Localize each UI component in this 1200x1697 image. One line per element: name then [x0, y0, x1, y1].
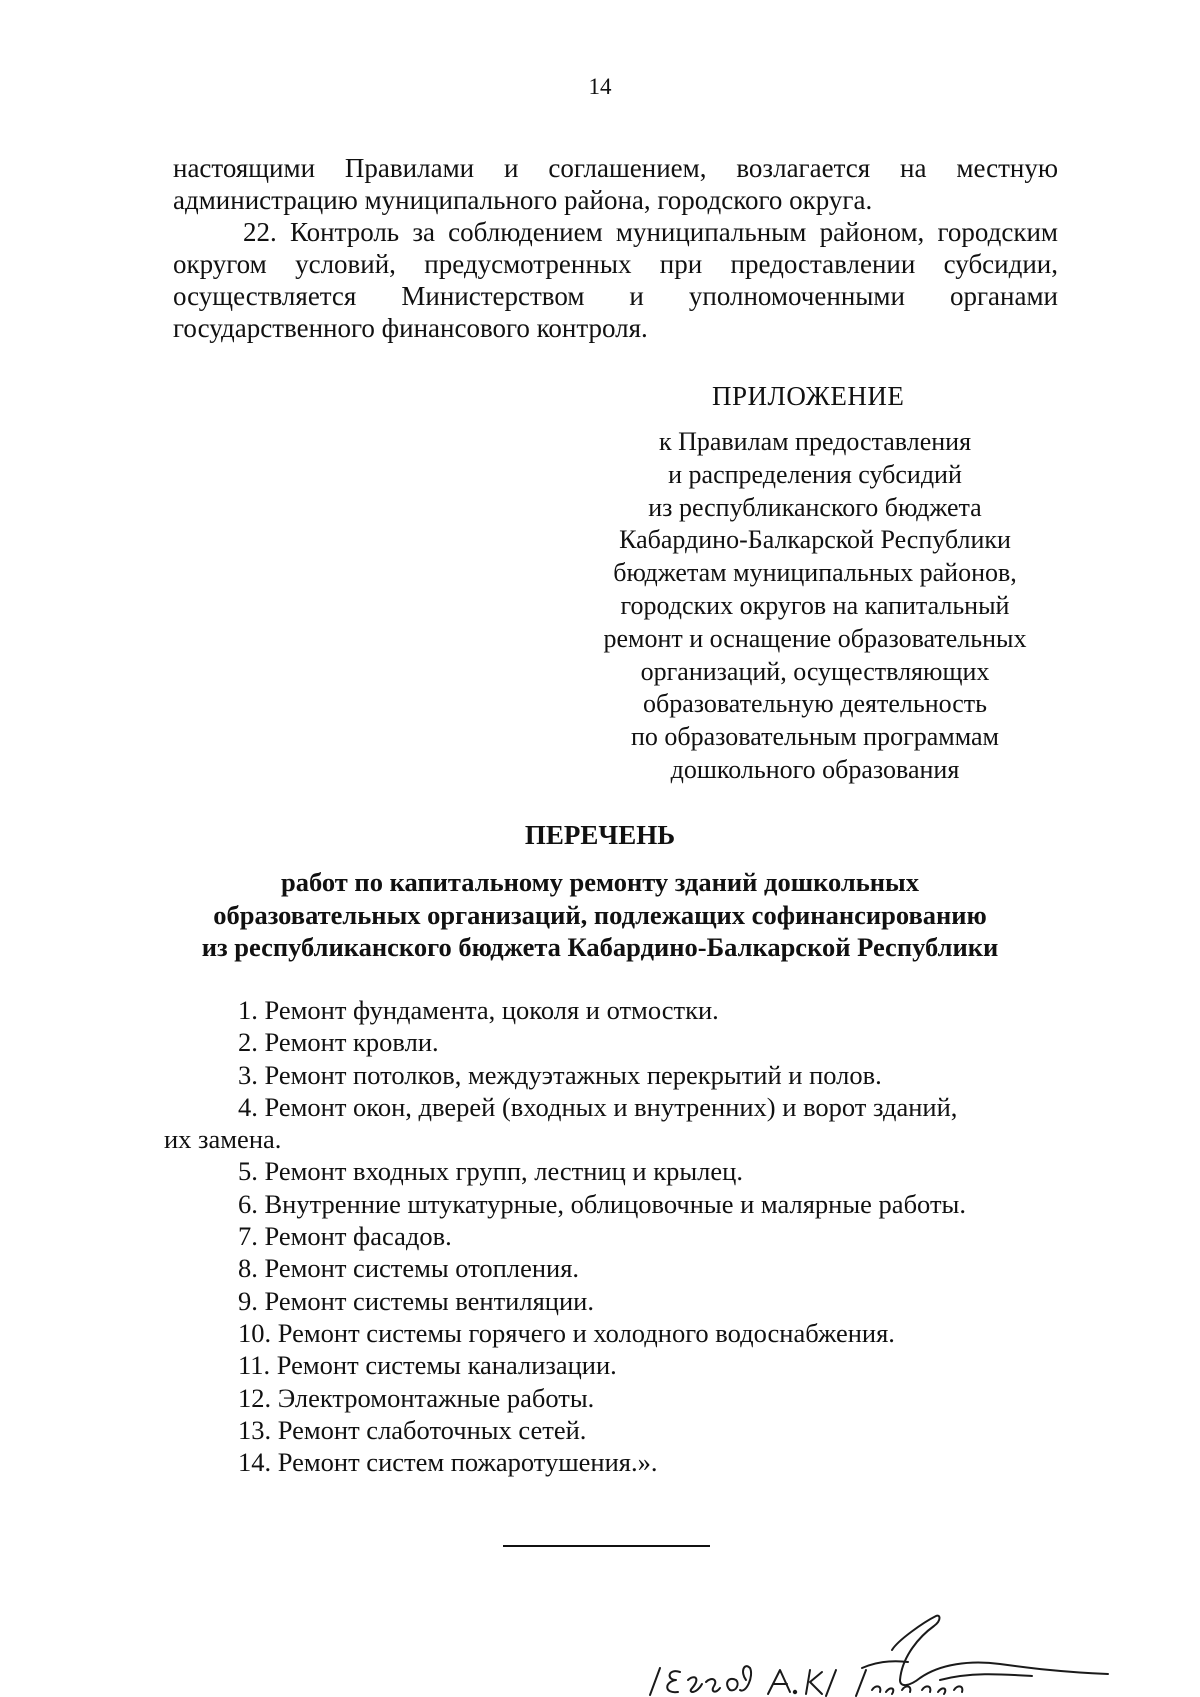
closing-rule	[503, 1545, 710, 1547]
list-item: 10. Ремонт системы горячего и холодного водоснабжения.	[238, 1317, 895, 1348]
list-subtitle	[0, 866, 1200, 964]
subtitle-line: образовательных организаций, подлежащих софинансированию	[213, 899, 987, 930]
appendix-line: ремонт и оснащение образовательных	[603, 623, 1027, 653]
works-list	[164, 994, 1064, 1478]
list-item-continuation: их замена.	[164, 1124, 282, 1155]
appendix-line: из республиканского бюджета	[648, 492, 982, 522]
handwritten-signature	[640, 1610, 1110, 1697]
appendix-line: бюджетам муниципальных районов,	[613, 558, 1017, 588]
list-item: 12. Электромонтажные работы.	[238, 1382, 595, 1413]
appendix-line: по образовательным программам	[630, 722, 999, 752]
list-item: 14. Ремонт систем пожаротушения.».	[238, 1447, 658, 1478]
list-item: 5. Ремонт входных групп, лестниц и крылец.	[238, 1156, 743, 1187]
list-item: 2. Ремонт кровли.	[238, 1027, 439, 1058]
subtitle-line: работ по капитальному ремонту зданий дошкольных	[281, 867, 919, 897]
list-item	[164, 1091, 1064, 1156]
list-item-text: 4. Ремонт окон, дверей (входных и внутренних) и ворот зданий,	[238, 1091, 958, 1122]
clause-22-text: 22. Контроль за соблюдением муниципальным районом, городским округом условий, предусмотренных при предоставлении субсидии, осуществляется Министерством и уполномоченными органами государственного финансового контроля.	[173, 217, 1058, 343]
subtitle-line: из республиканского бюджета Кабардино-Балкарской Республики	[201, 932, 999, 962]
appendix-title-text: ПРИЛОЖЕНИЕ	[712, 381, 905, 411]
page-number: 14	[588, 74, 612, 99]
list-item: 11. Ремонт системы канализации.	[238, 1350, 617, 1381]
list-item: 3. Ремонт потолков, междуэтажных перекрытий и полов.	[238, 1059, 882, 1090]
list-item: 8. Ремонт системы отопления.	[238, 1253, 580, 1284]
list-title: ПЕРЕЧЕНЬ	[524, 820, 676, 850]
appendix-line: городских округов на капитальный	[620, 590, 1010, 620]
appendix-line: Кабардино-Балкарской Республики	[619, 525, 1011, 555]
list-item: 7. Ремонт фасадов.	[238, 1221, 452, 1252]
list-item: 1. Ремонт фундамента, цоколя и отмостки.	[238, 995, 719, 1025]
appendix-line: организаций, осуществляющих	[640, 656, 990, 686]
intro-paragraph: настоящими Правилами и соглашением, возлагается на местную администрацию муниципального района, городского округа.	[173, 153, 1058, 215]
list-item: 6. Внутренние штукатурные, облицовочные и малярные работы.	[238, 1188, 966, 1219]
appendix-line: и распределения субсидий	[668, 459, 962, 489]
appendix-line: дошкольного образования	[670, 754, 960, 784]
appendix-line: к Правилам предоставления	[658, 427, 972, 456]
list-item: 13. Ремонт слаботочных сетей.	[238, 1414, 587, 1445]
clause-22	[173, 216, 1058, 344]
appendix-reference	[560, 426, 1070, 787]
appendix-line: образовательную деятельность	[642, 689, 988, 719]
list-item: 9. Ремонт системы вентиляции.	[238, 1285, 594, 1316]
